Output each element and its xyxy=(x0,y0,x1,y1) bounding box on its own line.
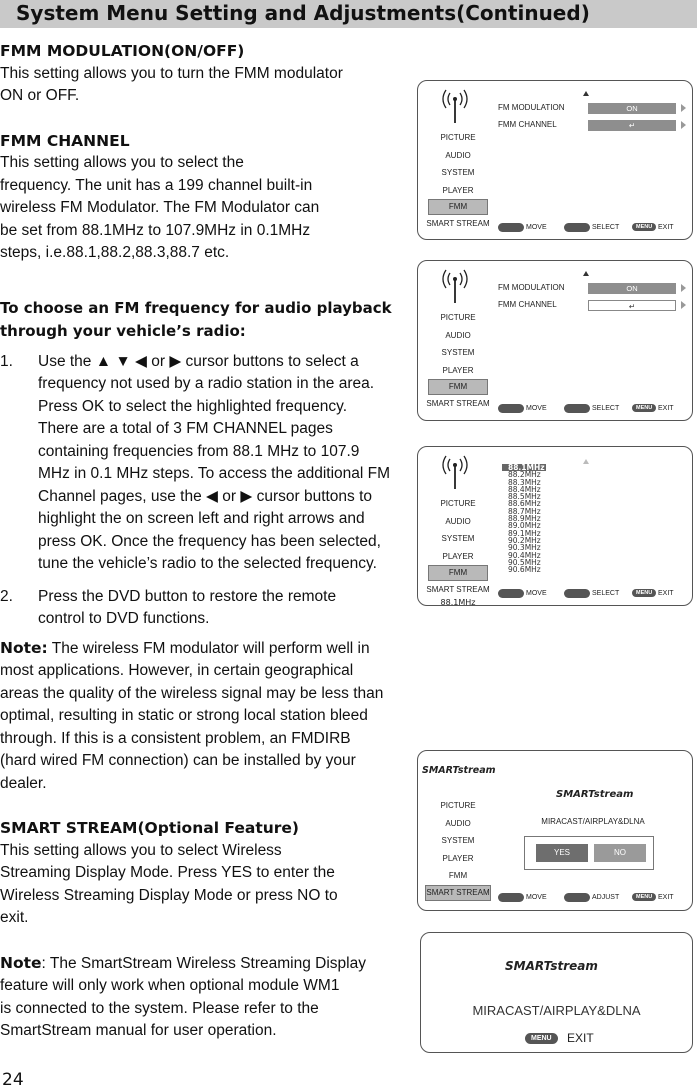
move-icon xyxy=(498,223,524,232)
note2-label: Note xyxy=(0,953,42,972)
note-line: most applications. However, in certain geographical xyxy=(0,662,354,679)
antenna-icon xyxy=(440,87,470,127)
menu-item-fmm[interactable]: FMM xyxy=(428,199,488,215)
frequency-item[interactable]: 90.5MHz xyxy=(508,557,541,567)
choose-heading: To choose an FM frequency for audio playback xyxy=(0,298,392,317)
note2-line: : The SmartStream Wireless Streaming Display xyxy=(41,954,366,972)
smart-line: exit. xyxy=(0,909,29,926)
note-line: (hard wired FM connection) can be installed by your xyxy=(0,752,356,769)
menu-item-player[interactable]: PLAYER xyxy=(442,185,474,195)
screen-fmm-modulation xyxy=(417,80,693,240)
menu-item-fmm[interactable]: FMM xyxy=(428,379,488,395)
smart-line: Wireless Streaming Display Mode or press NO to xyxy=(0,886,338,904)
exit-label: EXIT xyxy=(658,224,674,231)
frequency-item[interactable]: 90.6MHz xyxy=(508,565,541,575)
move-label: MOVE xyxy=(526,590,547,597)
choose-heading: through your vehicle’s radio: xyxy=(0,321,246,340)
menu-item-picture[interactable]: PICTURE xyxy=(440,313,476,322)
enter-icon: ↵ xyxy=(628,302,636,311)
fmm-modulation-line: ON or OFF. xyxy=(0,87,80,104)
move-label: MOVE xyxy=(526,894,547,901)
menu-item-fmm[interactable]: FMM xyxy=(428,565,488,581)
screen-fmm-channel xyxy=(417,260,693,421)
step-line: Use the ▲ ▼ ◀ or ▶ cursor buttons to select a xyxy=(38,352,359,370)
move-label: MOVE xyxy=(526,405,547,412)
menu-item-system[interactable]: SYSTEM xyxy=(441,168,475,177)
frequency-list xyxy=(502,464,546,573)
screen-streaming-display xyxy=(420,932,693,1053)
frequency-item[interactable]: 88.5MHz xyxy=(508,492,541,502)
step-line: Press the DVD button to restore the remote xyxy=(38,587,337,605)
smart-line: Streaming Display Mode. Press YES to enter the xyxy=(0,864,335,881)
fmm-channel-line: frequency. The unit has a 199 channel built-in xyxy=(0,176,313,194)
frequency-item[interactable]: 90.2MHz xyxy=(508,535,541,545)
fmm-channel-line: steps, i.e.88.1,88.2,88.3,88.7 etc. xyxy=(0,244,230,261)
fm-modulation-value[interactable]: ON xyxy=(588,283,676,294)
up-arrow-icon[interactable] xyxy=(583,459,589,464)
menu-item-system[interactable]: SYSTEM xyxy=(441,348,475,357)
enter-icon xyxy=(564,223,590,232)
antenna-icon xyxy=(440,453,470,493)
smart-line: This setting allows you to select Wireless xyxy=(0,841,282,859)
select-label: SELECT xyxy=(592,405,620,412)
note-label: Note: xyxy=(0,638,48,657)
enter-icon: ↵ xyxy=(628,121,636,130)
adjust-label: ADJUST xyxy=(592,894,620,901)
fmm-channel-label: FMM CHANNEL xyxy=(498,120,557,129)
note-paragraph xyxy=(0,637,408,661)
menu-item-system[interactable]: SYSTEM xyxy=(441,836,475,845)
note2-paragraph xyxy=(0,952,408,976)
menu-item-picture[interactable]: PICTURE xyxy=(440,133,476,142)
bottom-bar xyxy=(498,893,688,905)
move-icon xyxy=(498,404,524,413)
smart-stream-heading: SMART STREAM(Optional Feature) xyxy=(0,819,300,837)
note-line: optimal, resulting in static or strong local station bleed xyxy=(0,707,368,724)
note2-line: is connected to the system. Please refer to the xyxy=(0,999,319,1017)
step-line: highlight the on screen left and right arrows and xyxy=(38,510,365,527)
side-menu xyxy=(418,129,498,233)
step-line: tune the vehicle’s radio to the selected frequency. xyxy=(38,555,377,572)
menu-key: MENU xyxy=(632,589,656,597)
right-arrow-icon[interactable] xyxy=(681,284,686,292)
note-line: areas the quality of the wireless signal may be less than xyxy=(0,684,384,702)
menu-item-player[interactable]: PLAYER xyxy=(442,853,474,863)
fmm-modulation-heading: FMM MODULATION(ON/OFF) xyxy=(0,42,245,60)
step-line: There are a total of 3 FM CHANNEL pages xyxy=(38,420,333,437)
enter-icon xyxy=(564,893,590,902)
menu-item-player[interactable]: PLAYER xyxy=(442,551,474,561)
bottom-bar xyxy=(498,589,688,601)
fmm-channel-line: wireless FM Modulator. The FM Modulator can xyxy=(0,199,320,216)
up-arrow-icon[interactable] xyxy=(583,91,589,96)
frequency-item[interactable]: 88.7MHz xyxy=(508,506,541,516)
screen-smart-stream xyxy=(417,750,693,911)
note-line: dealer. xyxy=(0,774,47,792)
frequency-item[interactable]: 88.6MHz xyxy=(508,499,541,509)
menu-key: MENU xyxy=(632,893,656,901)
side-menu xyxy=(418,797,498,901)
menu-key: MENU xyxy=(632,223,656,231)
frequency-item[interactable]: 90.3MHz xyxy=(508,543,541,553)
current-frequency: 88.1MHz xyxy=(440,598,476,606)
fmm-modulation-line: This setting allows you to turn the FMM modulator xyxy=(0,64,343,82)
select-label: SELECT xyxy=(592,224,620,231)
menu-item-smart-stream[interactable]: SMART STREAM xyxy=(426,219,490,228)
miracast-title: MIRACAST/AIRPLAY&DLNA xyxy=(472,1003,641,1018)
step-line: MHz in 0.1 MHz steps. To access the additional FM xyxy=(38,465,391,482)
frequency-item[interactable]: 88.9MHz xyxy=(508,514,541,524)
side-menu xyxy=(418,495,498,599)
fmm-channel-line: This setting allows you to select the xyxy=(0,154,244,171)
up-arrow-icon[interactable] xyxy=(583,271,589,276)
frequency-item[interactable]: 88.4MHz xyxy=(508,484,541,494)
frequency-item[interactable]: 89.1MHz xyxy=(508,528,541,538)
fmm-channel-label: FMM CHANNEL xyxy=(498,300,557,309)
page-header xyxy=(0,0,697,28)
step-number: 2. xyxy=(0,587,13,605)
frequency-item[interactable]: 88.2MHz xyxy=(508,470,541,480)
menu-item-audio[interactable]: AUDIO xyxy=(445,818,471,828)
note2-line: SmartStream manual for user operation. xyxy=(0,1022,277,1039)
select-label: SELECT xyxy=(592,590,620,597)
fm-modulation-label: FM MODULATION xyxy=(498,103,565,112)
step-1 xyxy=(0,351,408,576)
fm-modulation-label: FM MODULATION xyxy=(498,283,565,292)
menu-item-system[interactable]: SYSTEM xyxy=(441,534,475,543)
enter-icon xyxy=(564,404,590,413)
menu-item-smart-stream[interactable]: SMART STREAM xyxy=(425,885,491,901)
miracast-title: MIRACAST/AIRPLAY&DLNA xyxy=(541,817,645,826)
no-button[interactable]: NO xyxy=(594,844,646,862)
exit-label: EXIT xyxy=(658,590,674,597)
smartstream-logo: SMARTstream xyxy=(505,959,598,973)
move-label: MOVE xyxy=(526,224,547,231)
fmm-channel-enter[interactable] xyxy=(588,300,676,311)
yes-button[interactable]: YES xyxy=(536,844,588,862)
step-line: control to DVD functions. xyxy=(38,610,210,627)
fm-modulation-value[interactable]: ON xyxy=(588,103,676,114)
right-arrow-icon[interactable] xyxy=(681,104,686,112)
fmm-channel-line: be set from 88.1MHz to 107.9MHz in 0.1MHz xyxy=(0,221,311,239)
menu-item-player[interactable]: PLAYER xyxy=(442,365,474,375)
antenna-icon xyxy=(440,267,470,307)
menu-item-smart-stream[interactable]: SMART STREAM xyxy=(426,399,490,408)
note-line: through. If this is a consistent problem, an FMDIRB xyxy=(0,729,351,747)
screen-frequency-list xyxy=(417,446,693,606)
menu-item-audio[interactable]: AUDIO xyxy=(445,150,471,160)
menu-key: MENU xyxy=(632,404,656,412)
bottom-bar xyxy=(498,404,688,416)
right-arrow-icon[interactable] xyxy=(681,121,686,129)
note-line: The wireless FM modulator will perform well in xyxy=(47,639,370,657)
menu-item-picture[interactable]: PICTURE xyxy=(440,499,476,508)
frequency-item[interactable]: 88.3MHz xyxy=(508,477,541,487)
menu-key[interactable]: MENU xyxy=(525,1033,558,1044)
note2-line: feature will only work when optional module WM1 xyxy=(0,977,340,994)
step-line: Press OK to select the highlighted frequency. xyxy=(38,397,348,415)
step-line: containing frequencies from 88.1 MHz to 107.9 xyxy=(38,442,360,460)
page-title: System Menu Setting and Adjustments(Continued) xyxy=(16,1,590,25)
move-icon xyxy=(498,589,524,598)
right-arrow-icon[interactable] xyxy=(681,301,686,309)
enter-icon xyxy=(564,589,590,598)
exit-label: EXIT xyxy=(567,1031,594,1045)
menu-item-picture[interactable]: PICTURE xyxy=(440,801,476,810)
smartstream-logo: SMARTstream xyxy=(556,789,634,800)
instruction-text xyxy=(0,40,408,1043)
move-icon xyxy=(498,893,524,902)
menu-item-audio[interactable]: AUDIO xyxy=(445,516,471,526)
frequency-item[interactable]: 89.0MHz xyxy=(508,521,541,531)
smartstream-side-logo: SMARTstream xyxy=(422,765,496,776)
step-line: Channel pages, use the ◀ or ▶ cursor buttons to xyxy=(38,487,373,505)
step-2 xyxy=(0,586,408,631)
bottom-bar xyxy=(498,223,688,235)
menu-item-fmm[interactable]: FMM xyxy=(448,871,468,880)
fmm-channel-heading: FMM CHANNEL xyxy=(0,131,130,150)
exit-label: EXIT xyxy=(658,894,674,901)
side-menu xyxy=(418,309,498,413)
frequency-item[interactable]: 88.1MHz xyxy=(502,464,546,471)
frequency-item[interactable]: 90.4MHz xyxy=(508,550,541,560)
step-number: 1. xyxy=(0,352,13,370)
menu-item-smart-stream[interactable]: SMART STREAM xyxy=(426,585,490,594)
exit-label: EXIT xyxy=(658,405,674,412)
menu-item-audio[interactable]: AUDIO xyxy=(445,330,471,340)
page-number: 24 xyxy=(2,1070,24,1090)
step-line: press OK. Once the frequency has been selected, xyxy=(38,532,381,550)
step-line: frequency not used by a radio station in the area. xyxy=(38,375,375,392)
fmm-channel-enter[interactable] xyxy=(588,120,676,131)
